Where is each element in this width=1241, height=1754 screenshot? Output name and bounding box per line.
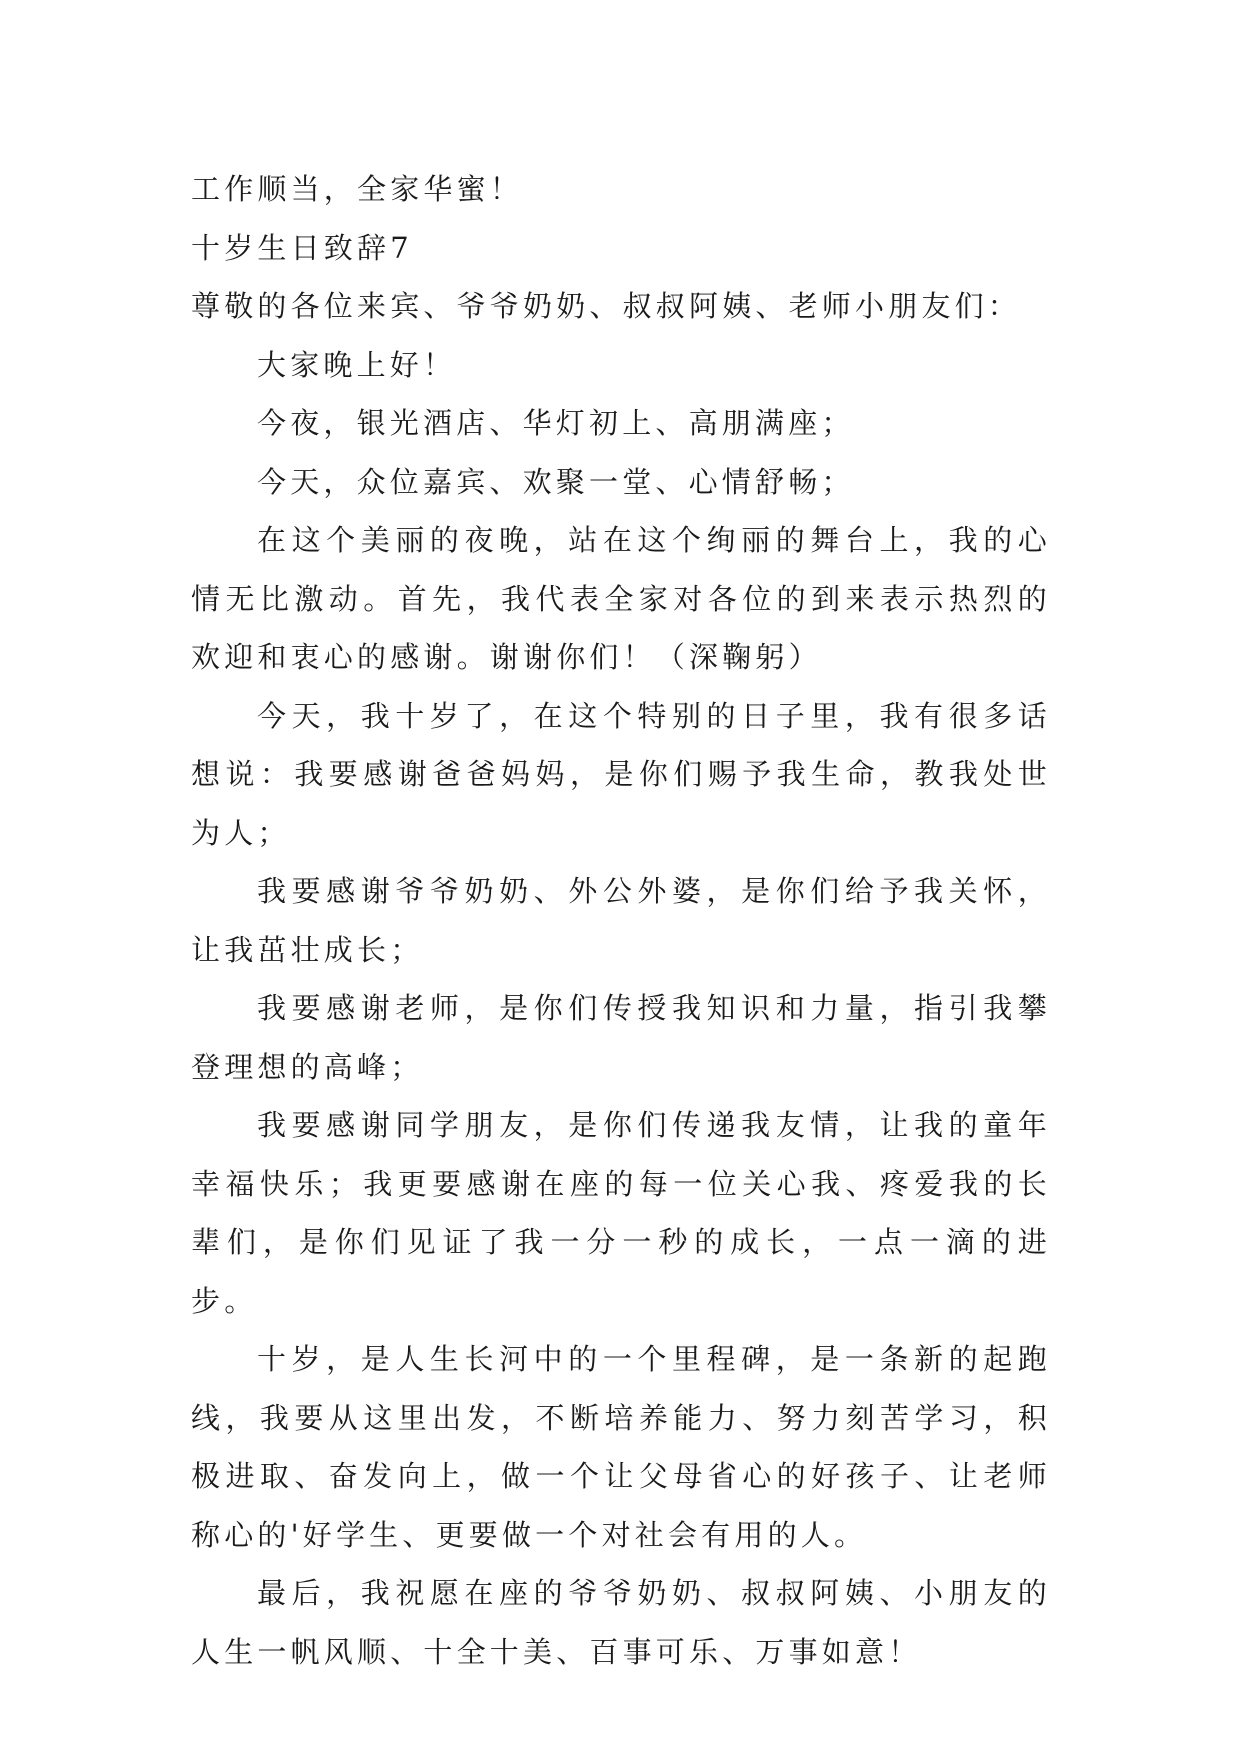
paragraph-closing-wish: 工作顺当，全家华蜜！ xyxy=(191,172,524,206)
paragraph-today: 今天，众位嘉宾、欢聚一堂、心情舒畅； xyxy=(257,464,855,499)
paragraph-tonight: 今夜，银光酒店、华灯初上、高朋满座； xyxy=(257,406,855,440)
paragraph-milestone: 十岁，是人生长河中的一个里程碑，是一条新的起跑线，我要从这里出发，不断培养能力、努力刻苦学习，积极进取、奋发向上，做一个让父母省心的好孩子、让老师称心的'好学生、更要做一个对社会有用的人。 xyxy=(191,1342,1051,1552)
section-heading: 十岁生日致辞7 xyxy=(191,230,413,265)
paragraph-thanks-teachers: 我要感谢老师，是你们传授我知识和力量，指引我攀登理想的高峰； xyxy=(191,991,1051,1084)
paragraph-thanks-friends: 我要感谢同学朋友，是你们传递我友情，让我的童年幸福快乐；我更要感谢在座的每一位关心我、疼爱我的长辈们，是你们见证了我一分一秒的成长，一点一滴的进步。 xyxy=(191,1108,1051,1318)
document-body xyxy=(191,160,1051,1681)
salutation: 尊敬的各位来宾、爷爷奶奶、叔叔阿姨、老师小朋友们： xyxy=(191,289,1022,323)
greeting: 大家晚上好！ xyxy=(257,347,457,382)
paragraph-thanks-parents: 今天，我十岁了，在这个特别的日子里，我有很多话想说：我要感谢爸爸妈妈，是你们赐予我生命，教我处世为人； xyxy=(191,698,1051,850)
paragraph-thanks-grandparents: 我要感谢爷爷奶奶、外公外婆，是你们给予我关怀，让我茁壮成长； xyxy=(191,874,1051,967)
paragraph-final-wish: 最后，我祝愿在座的爷爷奶奶、叔叔阿姨、小朋友的人生一帆风顺、十全十美、百事可乐、万事如意！ xyxy=(191,1576,1051,1669)
paragraph-welcome: 在这个美丽的夜晚，站在这个绚丽的舞台上，我的心情无比激动。首先，我代表全家对各位的到来表示热烈的欢迎和衷心的感谢。谢谢你们！（深鞠躬） xyxy=(191,523,1051,674)
